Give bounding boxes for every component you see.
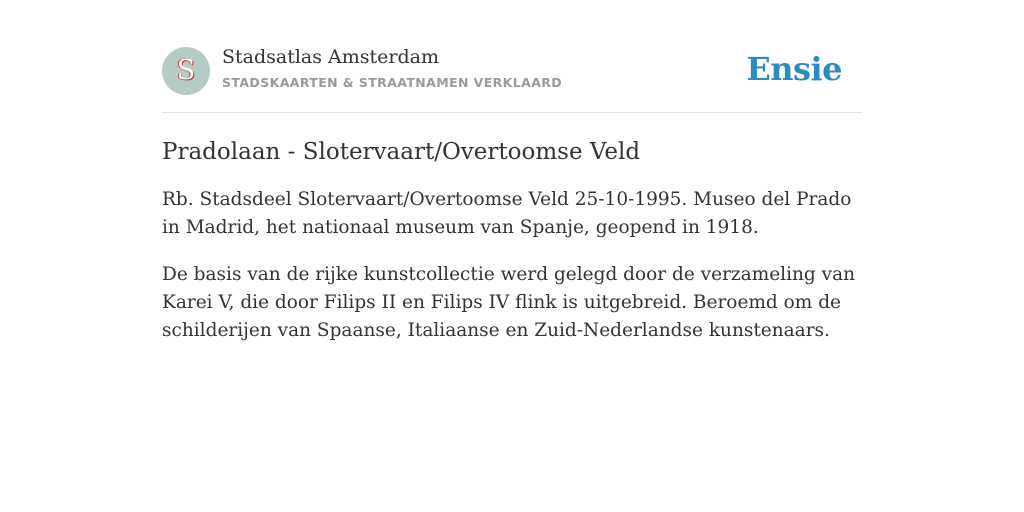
page-title: Pradolaan - Slotervaart/Overtoomse Veld <box>162 139 641 165</box>
article-paragraph: De basis van de rijke kunstcollectie werd gelegd door de verzameling van Karei V, die door Filips II en Filips IV flink is uitgebreid. Beroemd om de schilderijen van Spaanse, Italiaanse en Zuid-Nederlandse kunstenaars. <box>162 264 856 341</box>
avatar-letter: S <box>176 55 196 86</box>
site-header <box>162 46 862 113</box>
avatar[interactable] <box>162 47 210 95</box>
site-name-link[interactable]: Stadsatlas Amsterdam <box>222 46 440 68</box>
site-tagline: STADSKAARTEN & STRAATNAMEN VERKLAARD <box>222 75 563 90</box>
article-paragraph: Rb. Stadsdeel Slotervaart/Overtoomse Veld 25-10-1995. Museo del Prado in Madrid, het nationaal museum van Spanje, geopend in 1918. <box>162 189 852 238</box>
article <box>162 136 866 364</box>
ensie-logo[interactable]: Ensie <box>746 50 842 88</box>
